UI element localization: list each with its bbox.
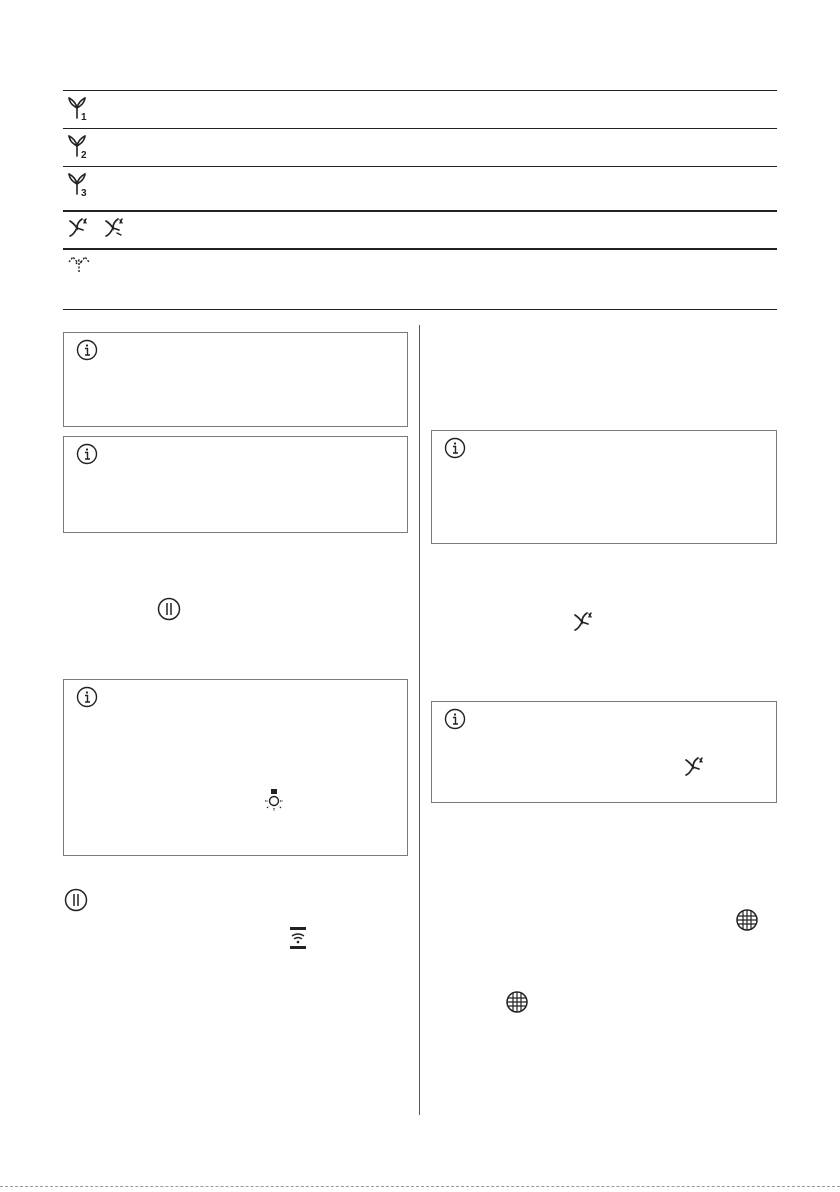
fan-boost-icon: [572, 611, 594, 633]
svg-text:2: 2: [81, 150, 87, 160]
info-note: [63, 436, 408, 533]
info-note: [431, 430, 777, 544]
power-icon: [63, 887, 89, 913]
info-note: [431, 701, 777, 803]
page-bottom-edge: [0, 1186, 840, 1187]
table-rule-bottom: [63, 309, 777, 310]
info-icon: [444, 708, 466, 730]
info-icon: [76, 339, 98, 361]
table-rule: [63, 166, 777, 167]
fan-boost-icon: [683, 756, 705, 778]
grid-filter-icon: [735, 908, 759, 932]
fan-speed-2-icon: [67, 134, 91, 160]
fan-boost-icon: [103, 217, 125, 239]
table-row-fan-3: [67, 172, 91, 198]
table-rule: [63, 248, 777, 250]
grid-filter-icon: [505, 990, 529, 1014]
fan-speed-1-icon: [67, 96, 91, 122]
svg-text:3: 3: [81, 188, 87, 198]
table-rule: [63, 128, 777, 129]
table-rule: [63, 210, 777, 212]
grease-filter-icon: [67, 252, 91, 274]
svg-text:1: 1: [81, 112, 87, 122]
table-row-fan-2: [67, 134, 91, 160]
info-icon: [76, 443, 98, 465]
light-icon: [262, 788, 286, 812]
fan-boost-icon: [67, 217, 89, 239]
info-note: [63, 332, 408, 427]
info-note: [63, 679, 408, 856]
fan-speed-3-icon: [67, 172, 91, 198]
info-icon: [444, 437, 466, 459]
hob2hood-icon: [287, 926, 309, 950]
power-icon: [156, 596, 182, 622]
table-row-filter: [67, 252, 91, 274]
table-row-fan-1: [67, 96, 91, 122]
table-row-boost: [67, 217, 125, 239]
column-divider: [419, 325, 420, 1115]
info-icon: [76, 686, 98, 708]
table-rule-top: [63, 90, 777, 91]
